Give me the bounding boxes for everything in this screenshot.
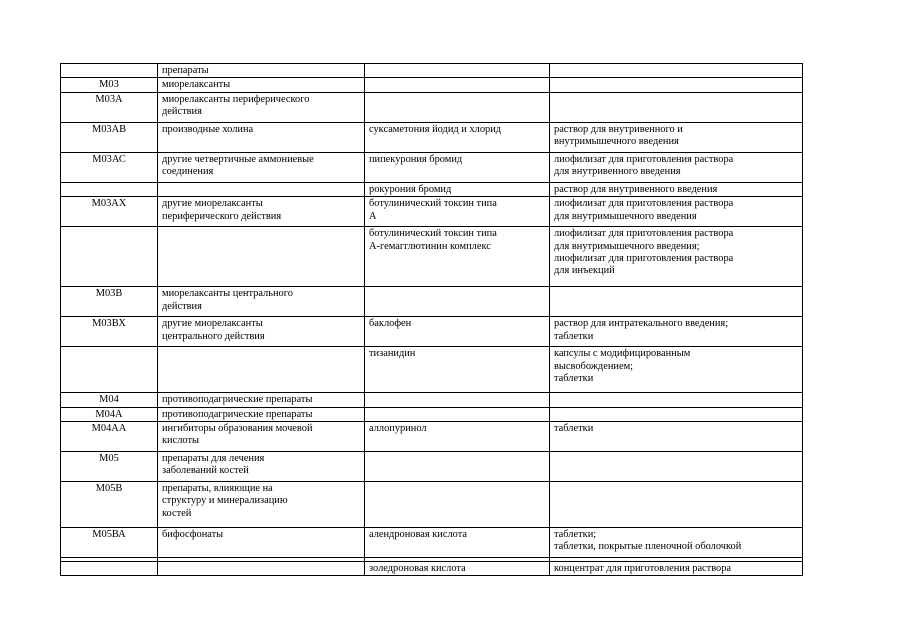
group-name-cell: другие четвертичные аммониевые соединения bbox=[158, 152, 365, 182]
dosage-form-cell: раствор для интратекального введения; таблетки bbox=[550, 317, 803, 347]
table-row bbox=[61, 78, 803, 92]
drug-name-cell bbox=[365, 287, 550, 317]
drug-name-cell: баклофен bbox=[365, 317, 550, 347]
atc-code-cell: М04АА bbox=[61, 422, 158, 452]
drug-name-cell: пипекурония бромид bbox=[365, 152, 550, 182]
dosage-form-cell bbox=[550, 407, 803, 421]
table-row bbox=[61, 287, 803, 317]
drug-name-cell: аллопуринол bbox=[365, 422, 550, 452]
atc-code-cell: М03АХ bbox=[61, 197, 158, 227]
table-row bbox=[61, 64, 803, 78]
group-name-cell: противоподагрические препараты bbox=[158, 393, 365, 407]
table-row bbox=[61, 393, 803, 407]
dosage-form-cell bbox=[550, 393, 803, 407]
drug-name-cell: ботулинический токсин типа А bbox=[365, 197, 550, 227]
group-name-cell: препараты для лечения заболеваний костей bbox=[158, 452, 365, 482]
table-row bbox=[61, 407, 803, 421]
table-row bbox=[61, 562, 803, 576]
group-name-cell: производные холина bbox=[158, 122, 365, 152]
atc-code-cell: М05 bbox=[61, 452, 158, 482]
dosage-form-cell: капсулы с модифицированным высвобождением; таблетки bbox=[550, 347, 803, 393]
atc-code-cell bbox=[61, 562, 158, 576]
atc-code-cell: М03А bbox=[61, 92, 158, 122]
drug-name-cell: золедроновая кислота bbox=[365, 562, 550, 576]
atc-code-cell: М03 bbox=[61, 78, 158, 92]
table-row bbox=[61, 152, 803, 182]
drug-name-cell: ботулинический токсин типа А-гемагглютинин комплекс bbox=[365, 227, 550, 287]
atc-code-cell bbox=[61, 64, 158, 78]
group-name-cell bbox=[158, 182, 365, 196]
dosage-form-cell: лиофилизат для приготовления раствора для внутривенного введения bbox=[550, 152, 803, 182]
atc-code-cell: М04А bbox=[61, 407, 158, 421]
group-name-cell: другие миорелаксанты периферического действия bbox=[158, 197, 365, 227]
group-name-cell: бифосфонаты bbox=[158, 528, 365, 558]
atc-code-cell: М03АС bbox=[61, 152, 158, 182]
group-name-cell: ингибиторы образования мочевой кислоты bbox=[158, 422, 365, 452]
table-row bbox=[61, 227, 803, 287]
dosage-form-cell bbox=[550, 287, 803, 317]
table-row bbox=[61, 92, 803, 122]
dosage-form-cell: лиофилизат для приготовления раствора для внутримышечного введения bbox=[550, 197, 803, 227]
atc-code-cell: М05В bbox=[61, 482, 158, 528]
table-body bbox=[61, 64, 803, 576]
group-name-cell: миорелаксанты периферического действия bbox=[158, 92, 365, 122]
dosage-form-cell: раствор для внутривенного введения bbox=[550, 182, 803, 196]
dosage-form-cell: лиофилизат для приготовления раствора для внутримышечного введения; лиофилизат для приготовления раствора для инъекций bbox=[550, 227, 803, 287]
dosage-form-cell: таблетки; таблетки, покрытые пленочной оболочкой bbox=[550, 528, 803, 558]
group-name-cell: препараты, влияющие на структуру и минерализацию костей bbox=[158, 482, 365, 528]
group-name-cell: миорелаксанты bbox=[158, 78, 365, 92]
group-name-cell: противоподагрические препараты bbox=[158, 407, 365, 421]
table-row bbox=[61, 482, 803, 528]
table-row bbox=[61, 122, 803, 152]
table-row bbox=[61, 347, 803, 393]
dosage-form-cell: раствор для внутривенного и внутримышечного введения bbox=[550, 122, 803, 152]
drug-name-cell bbox=[365, 78, 550, 92]
dosage-form-cell bbox=[550, 64, 803, 78]
dosage-form-cell: концентрат для приготовления раствора bbox=[550, 562, 803, 576]
atc-code-cell: М03В bbox=[61, 287, 158, 317]
atc-code-cell: М05ВА bbox=[61, 528, 158, 558]
drug-classification-table bbox=[60, 63, 803, 576]
atc-code-cell: М03АВ bbox=[61, 122, 158, 152]
atc-code-cell: М04 bbox=[61, 393, 158, 407]
drug-name-cell: алендроновая кислота bbox=[365, 528, 550, 558]
table-row bbox=[61, 452, 803, 482]
drug-name-cell: тизанидин bbox=[365, 347, 550, 393]
table-row bbox=[61, 317, 803, 347]
drug-name-cell: рокурония бромид bbox=[365, 182, 550, 196]
group-name-cell bbox=[158, 562, 365, 576]
drug-name-cell: суксаметония йодид и хлорид bbox=[365, 122, 550, 152]
group-name-cell: препараты bbox=[158, 64, 365, 78]
atc-code-cell: М03ВХ bbox=[61, 317, 158, 347]
table-row bbox=[61, 528, 803, 558]
table-row bbox=[61, 197, 803, 227]
group-name-cell: миорелаксанты центрального действия bbox=[158, 287, 365, 317]
dosage-form-cell bbox=[550, 452, 803, 482]
atc-code-cell bbox=[61, 227, 158, 287]
drug-name-cell bbox=[365, 393, 550, 407]
table-row bbox=[61, 182, 803, 196]
drug-name-cell bbox=[365, 482, 550, 528]
drug-name-cell bbox=[365, 92, 550, 122]
drug-name-cell bbox=[365, 452, 550, 482]
drug-name-cell bbox=[365, 64, 550, 78]
dosage-form-cell bbox=[550, 92, 803, 122]
dosage-form-cell: таблетки bbox=[550, 422, 803, 452]
dosage-form-cell bbox=[550, 78, 803, 92]
group-name-cell: другие миорелаксанты центрального действия bbox=[158, 317, 365, 347]
group-name-cell bbox=[158, 227, 365, 287]
atc-code-cell bbox=[61, 182, 158, 196]
drug-name-cell bbox=[365, 407, 550, 421]
atc-code-cell bbox=[61, 347, 158, 393]
table-row bbox=[61, 422, 803, 452]
group-name-cell bbox=[158, 347, 365, 393]
dosage-form-cell bbox=[550, 482, 803, 528]
